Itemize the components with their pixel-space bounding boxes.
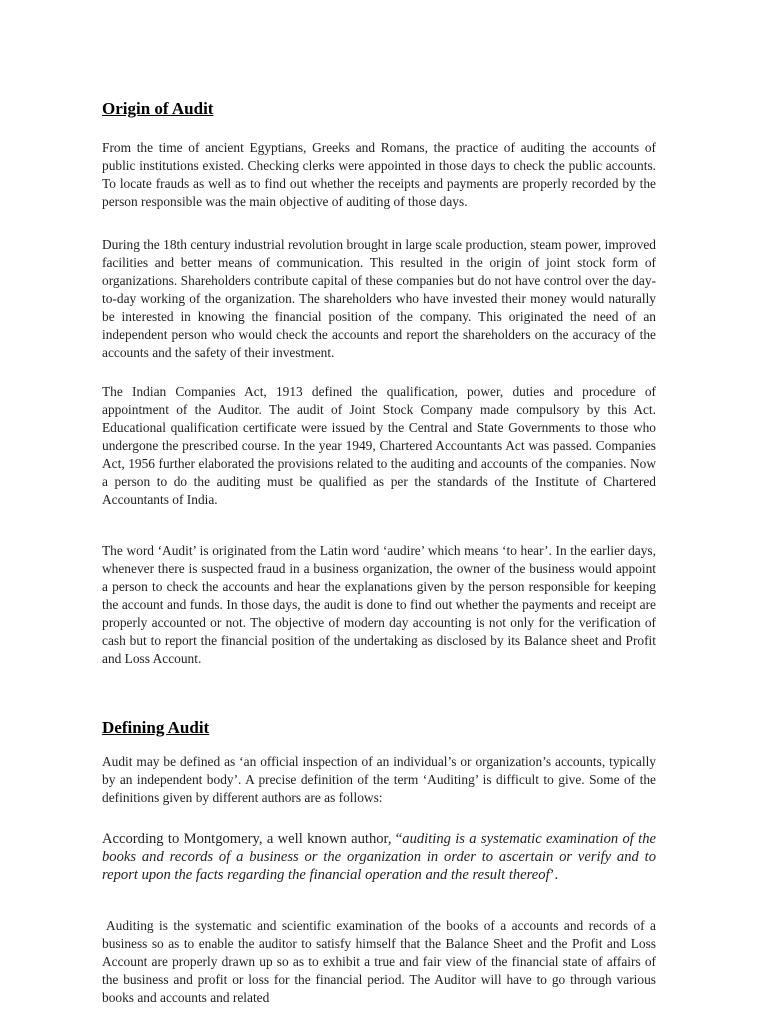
paragraph-defining-3: Auditing is the systematic and scientific examination of the books of a accounts and records of a business so as to enable the auditor to satisfy himself that the Balance Sheet and the Profit and Loss Account are properly drawn up so as to exhibit a true and fair view of the financial state of affairs of the business and profit or loss for the financial period. The Auditor will have to go through various books and accounts and related — [102, 918, 656, 1005]
paragraph-origin-1: From the time of ancient Egyptians, Greeks and Romans, the practice of auditing the accounts of public institutions existed. Checking clerks were appointed in those days to check the public accounts. To locate frauds as well as to find out whether the receipts and payments are properly recorded by the person responsible was the main objective of auditing of those days. — [102, 140, 656, 209]
montgomery-end: ’. — [549, 867, 559, 883]
montgomery-quote: auditing is a systematic examination of the books and records of a business or the organization in order to ascertain or verify and to report upon the facts regarding the financial operation and the result thereof — [102, 831, 656, 883]
paragraph-origin-3: The Indian Companies Act, 1913 defined the qualification, power, duties and procedure of appointment of the Auditor. The audit of Joint Stock Company made compulsory by this Act. Educational qualification certificate were issued by the Central and State Governments to those who undergone the prescribed course. In the year 1949, Chartered Accountants Act was passed. Companies Act, 1956 further elaborated the provisions related to the auditing and accounts of the companies. Now a person to do the auditing must be qualified as per the standards of the Institute of Chartered Accountants of India. — [102, 384, 656, 507]
paragraph-defining-1: Audit may be defined as ‘an official inspection of an individual’s or organization’s accounts, typically by an independent body’. A precise definition of the term ‘Auditing’ is difficult to give. Some of the definitions given by different authors are as follows: — [102, 754, 656, 805]
paragraph-origin-4: The word ‘Audit’ is originated from the Latin word ‘audire’ which means ‘to hear’. In the earlier days, whenever there is suspected fraud in a business organization, the owner of the business would appoint a person to check the accounts and hear the explanations given by the person responsible for keeping the account and funds. In those days, the audit is done to find out whether the payments and receipt are properly accounted or not. The objective of modern day accounting is not only for the verification of cash but to report the financial position of the undertaking as disclosed by its Balance sheet and Profit and Loss Account. — [102, 543, 656, 666]
paragraph-origin-2: During the 18th century industrial revolution brought in large scale production, steam power, improved facilities and better means of communication. This resulted in the origin of joint stock form of organizations. Shareholders contribute capital of these companies but do not have control over the day-to-day working of the organization. The shareholders who have invested their money would naturally be interested in knowing the financial position of the company. This originated the need of an independent person who would check the accounts and report the shareholders on the accuracy of the accounts and the safety of their investment. — [102, 237, 656, 360]
heading-origin-of-audit: Origin of Audit — [102, 99, 214, 118]
heading-defining-audit: Defining Audit — [102, 718, 210, 737]
paragraph-montgomery — [102, 830, 656, 884]
montgomery-intro: According to Montgomery, a well known author, “ — [102, 831, 403, 847]
